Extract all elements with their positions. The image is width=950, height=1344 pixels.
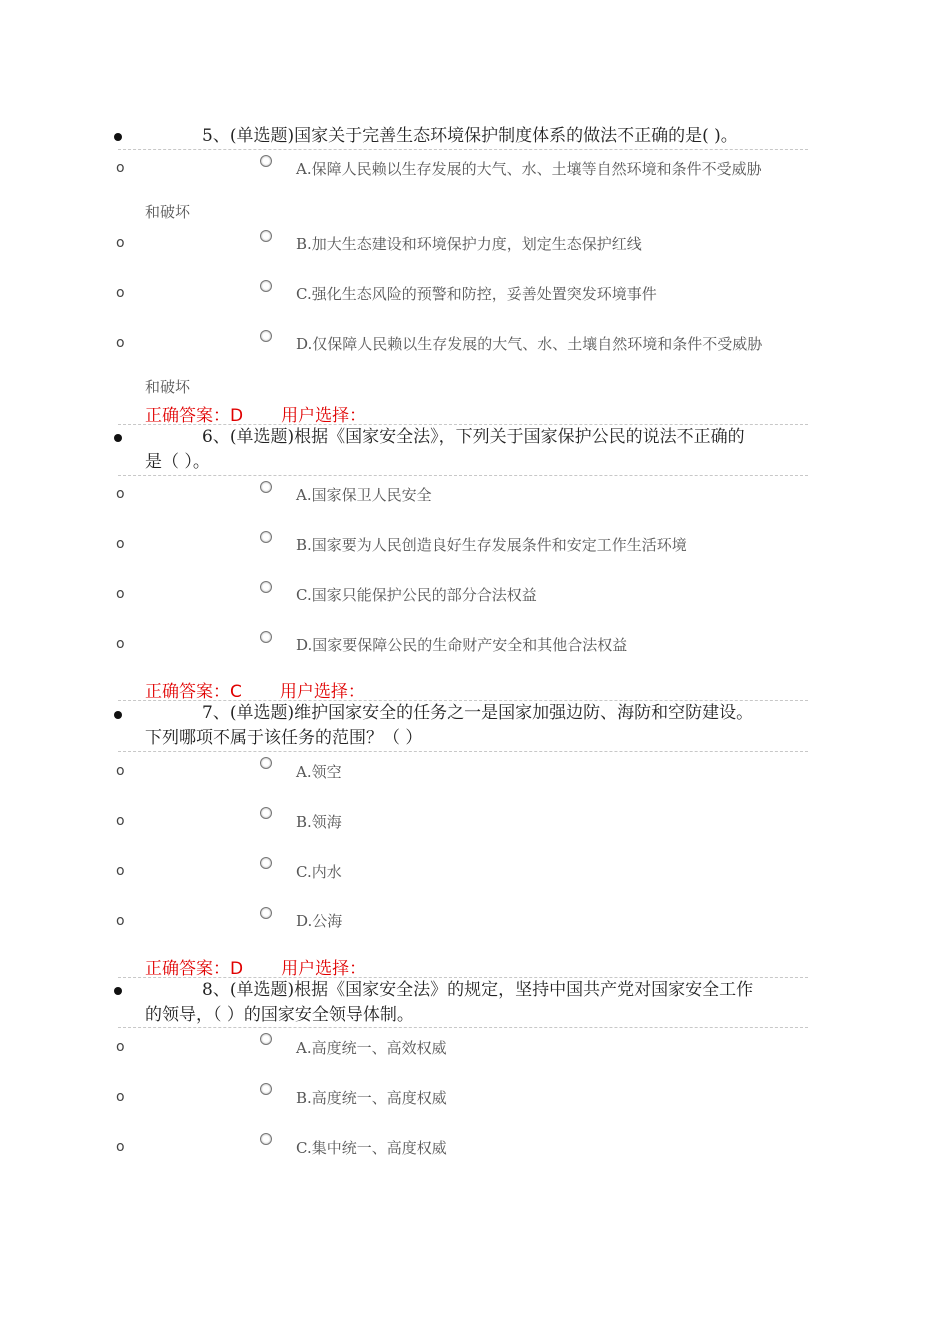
question-bullet: [114, 133, 122, 141]
radio-option-b[interactable]: [260, 807, 272, 819]
option-marker: o: [116, 285, 125, 301]
option-marker: o: [116, 536, 125, 552]
option-a-text: A.领空: [296, 763, 342, 781]
option-marker: o: [116, 586, 125, 602]
option-c-text: C.强化生态风险的预警和防控，妥善处置突发环境事件: [296, 285, 657, 303]
option-marker: o: [116, 763, 125, 779]
question-bullet: [114, 434, 122, 442]
option-marker: o: [116, 1039, 125, 1055]
option-b-text: B.加大生态建设和环境保护力度，划定生态保护红线: [296, 235, 642, 253]
option-d-text: D.仅保障人民赖以生存发展的大气、水、土壤自然环境和条件不受威胁: [296, 335, 763, 353]
option-d-text: D.国家要保障公民的生命财产安全和其他合法权益: [296, 636, 628, 654]
correct-answer: 正确答案：D: [145, 406, 244, 426]
option-marker: o: [116, 1139, 125, 1155]
radio-option-a[interactable]: [260, 1033, 272, 1045]
divider: [118, 1027, 808, 1028]
user-choice: 用户选择：: [281, 406, 367, 426]
radio-option-a[interactable]: [260, 155, 272, 167]
user-choice: 用户选择：: [279, 682, 365, 702]
radio-option-b[interactable]: [260, 1083, 272, 1095]
option-b-text: B.国家要为人民创造良好生存发展条件和安定工作生活环境: [296, 536, 687, 554]
radio-option-c[interactable]: [260, 1133, 272, 1145]
user-choice: 用户选择：: [281, 959, 367, 979]
option-a-text: A.高度统一、高效权威: [296, 1039, 447, 1057]
option-d-text: D.公海: [296, 912, 343, 930]
question-6-title: 6、(单选题)根据《国家安全法》，下列关于国家保护公民的说法不正确的 是（ ）。: [145, 427, 745, 472]
option-c-text: C.内水: [296, 863, 342, 881]
question-7-title: 7、(单选题)维护国家安全的任务之一是国家加强边防、海防和空防建设。 下列哪项不属于该任务的范围？（ ）: [145, 703, 754, 748]
option-marker: o: [116, 486, 125, 502]
option-b-text: B.高度统一、高度权威: [296, 1089, 447, 1107]
radio-option-d[interactable]: [260, 330, 272, 342]
question-bullet: [114, 987, 122, 995]
option-marker: o: [116, 913, 125, 929]
radio-option-b[interactable]: [260, 531, 272, 543]
answer-line: [145, 401, 366, 426]
divider: [118, 751, 808, 752]
option-marker: o: [116, 235, 125, 251]
radio-option-c[interactable]: [260, 581, 272, 593]
radio-option-b[interactable]: [260, 230, 272, 242]
radio-option-d[interactable]: [260, 631, 272, 643]
radio-option-c[interactable]: [260, 280, 272, 292]
option-marker: o: [116, 636, 125, 652]
answer-line: [145, 677, 365, 702]
question-bullet: [114, 711, 122, 719]
question-8-title: 8、(单选题)根据《国家安全法》的规定，坚持中国共产党对国家安全工作 的领导，（ ）的国家安全领导体制。: [145, 980, 754, 1025]
option-marker: o: [116, 863, 125, 879]
divider: [118, 475, 808, 476]
option-marker: o: [116, 335, 125, 351]
question-5-title: 5、(单选题)国家关于完善生态环境保护制度体系的做法不正确的是( )。: [202, 126, 738, 146]
option-b-text: B.领海: [296, 813, 342, 831]
correct-answer: 正确答案：D: [145, 959, 244, 979]
correct-answer: 正确答案：C: [145, 682, 242, 702]
option-a-text-cont: 和破坏: [145, 203, 191, 221]
answer-line: [145, 954, 366, 979]
option-a-text: A.保障人民赖以生存发展的大气、水、土壤等自然环境和条件不受威胁: [296, 160, 762, 178]
option-marker: o: [116, 813, 125, 829]
option-marker: o: [116, 1089, 125, 1105]
divider: [118, 149, 808, 150]
option-marker: o: [116, 160, 125, 176]
option-d-text-cont: 和破坏: [145, 378, 191, 396]
radio-option-c[interactable]: [260, 857, 272, 869]
radio-option-a[interactable]: [260, 757, 272, 769]
option-c-text: C.国家只能保护公民的部分合法权益: [296, 586, 537, 604]
radio-option-d[interactable]: [260, 907, 272, 919]
radio-option-a[interactable]: [260, 481, 272, 493]
option-a-text: A.国家保卫人民安全: [296, 486, 432, 504]
option-c-text: C.集中统一、高度权威: [296, 1139, 447, 1157]
